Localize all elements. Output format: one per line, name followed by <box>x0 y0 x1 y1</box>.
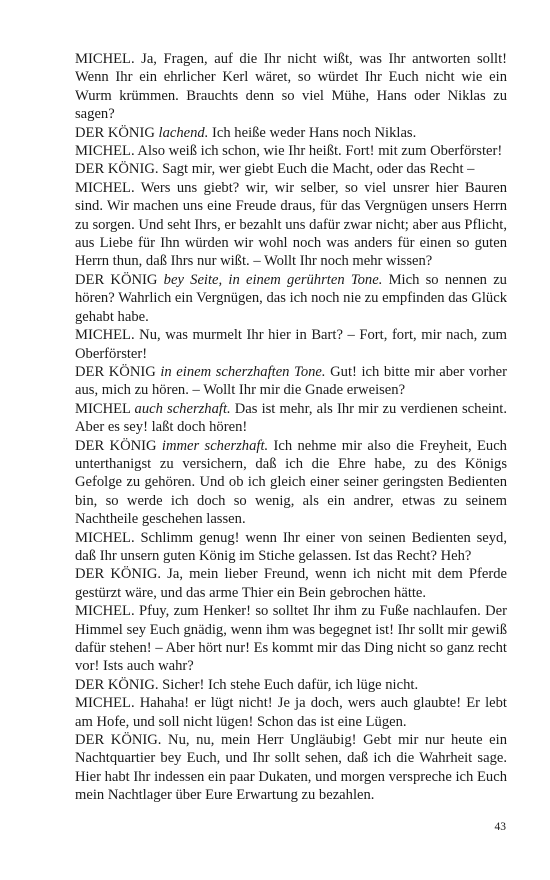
dialogue-text: Schlimm genug! wenn Ihr einer von seinen Bedienten seyd, daß Ihr unsern guten König im Stiche gelassen. Ist das Recht? Heh? <box>75 529 507 564</box>
speaker-name: MICHEL. <box>75 143 135 160</box>
dialogue-paragraph <box>75 142 507 160</box>
dialogue-paragraph <box>75 400 507 437</box>
dialogue-paragraph <box>75 326 507 363</box>
dialogue-text: Ja, Fragen, auf die Ihr nicht wißt, was Ihr antworten sollt! Wenn Ihr ein ehrlicher Kerl wäret, so würdet Ihr Euch nicht wie ein Wurm krümmen. Brauchts denn so viel Mühe, Hans oder Niklas zu sagen? <box>75 51 507 123</box>
dialogue-text: Pfuy, zum Henker! so solltet Ihr ihm zu Fuße nachlaufen. Der Himmel sey Euch gnädig, wenn ihm was begegnet ist! Ihr sollt mir gewiß dafür stehen! – Aber hört nur! Es kommt mir das Ding nicht so ganz recht vor! Ists auch wahr? <box>75 603 507 675</box>
dialogue-text: Das ist mehr, als Ihr mir zu verdienen scheint. Aber es sey! laßt doch hören! <box>75 400 507 436</box>
dialogue-paragraph <box>75 529 507 566</box>
speaker-name: DER KÖNIG <box>75 124 155 141</box>
dialogue-text: Nu, was murmelt Ihr hier in Bart? – Fort, fort, mir nach, zum Oberförster! <box>75 327 507 362</box>
speaker-name: DER KÖNIG <box>75 437 157 454</box>
dialogue-text: Sagt mir, wer giebt Euch die Macht, oder das Recht – <box>158 161 475 178</box>
dialogue-text: Also weiß ich schon, wie Ihr heißt. Fort! mit zum Oberförster! <box>134 143 503 160</box>
speaker-name: DER KÖNIG <box>75 363 156 380</box>
dialogue-paragraph <box>75 179 507 271</box>
speaker-name: MICHEL. <box>75 327 135 344</box>
dialogue-paragraph <box>75 676 507 694</box>
dialogue-paragraph <box>75 271 507 326</box>
dialogue-text: Ich heiße weder Hans noch Niklas. <box>208 124 417 141</box>
dialogue-paragraph <box>75 160 507 178</box>
stage-direction: auch scherzhaft. <box>134 400 231 417</box>
stage-direction: bey Seite, in einem gerührten Tone. <box>163 271 383 288</box>
page-body <box>75 50 507 805</box>
dialogue-text: Sicher! Ich stehe Euch dafür, ich lüge nicht. <box>158 676 419 693</box>
speaker-name: MICHEL. <box>75 603 135 620</box>
dialogue-paragraph <box>75 731 507 805</box>
dialogue-text: Ja, mein lieber Freund, wenn ich nicht mit dem Pferde gestürzt wäre, und das arme Thier ein Bein gebrochen hätte. <box>75 566 507 601</box>
dialogue-text: Ich nehme mir also die Freyheit, Euch unterthanigst zu versichern, daß ich die Ehre habe, zu des Königs Gefolge zu gehören. Und ob ich gleich einer seiner geringsten Bedienten bin, so werde ich doch so wenig, als ein andrer, etwas zu seinem Nachtheile geschehen lassen. <box>75 437 507 528</box>
dialogue-text: Wers uns giebt? wir, wir selber, so viel unsrer hier Bauren sind. Wir machen uns eine Freude draus, für das Vergnügen unsers Herrn zu sorgen. Und seht Ihrs, er bezahlt uns dafür zwar nicht; aber aus Pflicht, aus Liebe für Ihn würden wir wohl noch was anders für einen so guten Herrn thun, daß Ihrs nur wißt. – Wollt Ihr noch mehr wissen? <box>75 179 507 270</box>
dialogue-paragraph <box>75 50 507 124</box>
speaker-name: DER KÖNIG. <box>75 732 162 749</box>
dialogue-paragraph <box>75 437 507 529</box>
dialogue-paragraph <box>75 565 507 602</box>
dialogue-text: Mich so nennen zu hören? Wahrlich ein Vergnügen, das ich noch nie zu empfinden das Glück gehabt habe. <box>75 271 507 325</box>
dialogue-text: Hahaha! er lügt nicht! Je ja doch, wers auch glaubte! Er lebt am Hofe, und soll nicht lügen! Schon das ist eine Lügen. <box>75 695 507 730</box>
stage-direction: lachend. <box>158 124 209 141</box>
speaker-name: MICHEL <box>75 400 131 417</box>
dialogue-text: Nu, nu, mein Herr Ungläubig! Gebt mir nur heute ein Nachtquartier bey Euch, und Ihr sollt sehen, daß ich die Wahrheit sage. Hier habt Ihr indessen ein paar Dukaten, und morgen verspreche ich Euch mein Nachtlager über Eure Erwartung zu bezahlen. <box>75 732 507 804</box>
speaker-name: MICHEL. <box>75 695 135 712</box>
dialogue-paragraph <box>75 602 507 676</box>
dialogue-paragraph <box>75 124 507 142</box>
page-number: 43 <box>494 821 506 833</box>
speaker-name: DER KÖNIG. <box>75 566 162 583</box>
dialogue-text: Gut! ich bitte mir aber vorher aus, mich zu hören. – Wollt Ihr mir die Gnade erweisen? <box>75 363 507 399</box>
speaker-name: DER KÖNIG <box>75 271 158 288</box>
speaker-name: DER KÖNIG. <box>75 676 159 693</box>
dialogue-paragraph <box>75 694 507 731</box>
dialogue-paragraph <box>75 363 507 400</box>
stage-direction: in einem scherzhaften Tone. <box>160 363 326 380</box>
speaker-name: DER KÖNIG. <box>75 161 159 178</box>
speaker-name: MICHEL. <box>75 179 135 196</box>
speaker-name: MICHEL. <box>75 51 135 67</box>
stage-direction: immer scherzhaft. <box>161 437 269 454</box>
speaker-name: MICHEL. <box>75 529 135 546</box>
